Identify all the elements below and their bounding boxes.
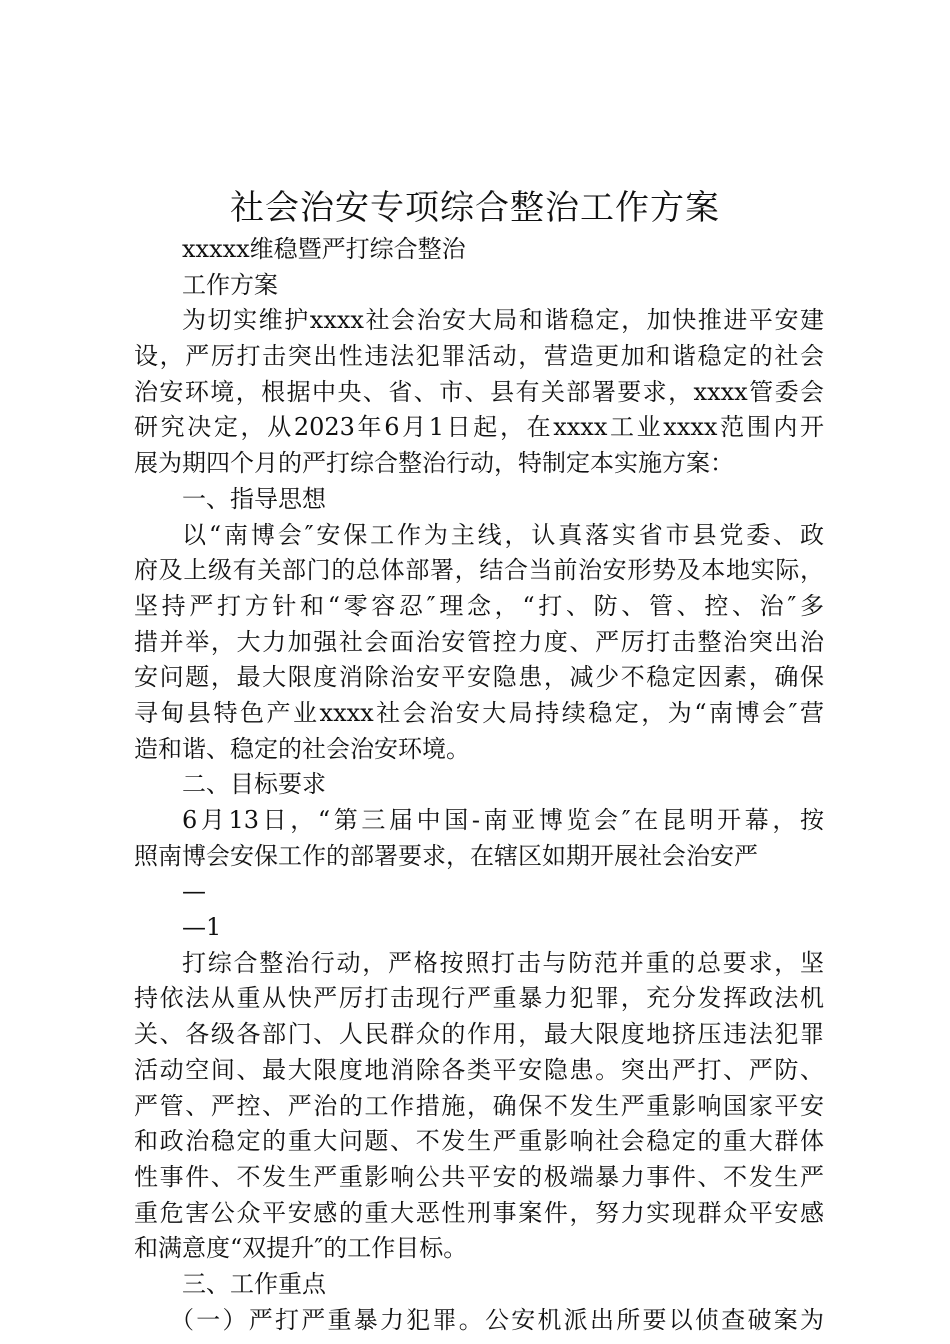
paragraph-first-line: 为切实维护xxxx社会治安大局和谐稳定，加快推进平安建 bbox=[182, 306, 824, 335]
paragraph-first-line: 以“南博会″安保工作为主线，认真落实省市县党委、政 bbox=[182, 520, 824, 549]
body-line: 和满意度“双提升″的工作目标。 bbox=[134, 1234, 468, 1263]
body-line: 展为期四个月的严打综合整治行动，特制定本实施方案： bbox=[134, 449, 734, 478]
body-line: 活动空间、最大限度地消除各类平安隐患。突出严打、严防、 bbox=[134, 1055, 824, 1084]
paragraph-first-line: 6月13日，“第三届中国-南亚博览会″在昆明开幕，按 bbox=[182, 806, 824, 834]
document-title: 社会治安专项综合整治工作方案 bbox=[230, 188, 720, 228]
body-line: 关、各级各部门、人民群众的作用，最大限度地挤压违法犯罪 bbox=[134, 1020, 824, 1049]
page-number: —1 bbox=[182, 913, 222, 942]
body-line: 性事件、不发生严重影响公共平安的极端暴力事件、不发生严 bbox=[134, 1162, 824, 1191]
body-line: 照南博会安保工作的部署要求，在辖区如期开展社会治安严 bbox=[134, 841, 758, 870]
body-line: xxxxx维稳暨严打综合整治 bbox=[182, 235, 466, 263]
document-body bbox=[134, 232, 824, 1338]
body-line: 治安环境，根据中央、省、市、县有关部署要求，xxxx管委会 bbox=[134, 377, 824, 406]
body-line: 安问题，最大限度消除治安平安隐患，减少不稳定因素，确保 bbox=[134, 663, 824, 692]
body-line: 造和谐、稳定的社会治安环境。 bbox=[134, 734, 470, 763]
body-line: 设，严厉打击突出性违法犯罪活动，营造更加和谐稳定的社会 bbox=[134, 342, 824, 371]
body-line: 措并举，大力加强社会面治安管控力度、严厉打击整治突出治 bbox=[134, 627, 824, 656]
page-break-marker: — bbox=[182, 877, 206, 906]
body-line: 和政治稳定的重大问题、不发生严重影响社会稳定的重大群体 bbox=[134, 1127, 824, 1156]
body-line: 研究决定，从2023年6月1日起，在xxxx工业xxxx范围内开 bbox=[134, 413, 824, 442]
body-line: 重危害公众平安感的重大恶性刑事案件，努力实现群众平安感 bbox=[134, 1198, 824, 1227]
body-line: 府及上级有关部门的总体部署，结合当前治安形势及本地实际， bbox=[134, 556, 824, 585]
section-heading-3: 三、工作重点 bbox=[182, 1269, 326, 1298]
body-line: 持依法从重从快严厉打击现行严重暴力犯罪，充分发挥政法机 bbox=[134, 984, 824, 1013]
subsection-line: （一）严打严重暴力犯罪。公安机派出所要以侦查破案为 bbox=[170, 1305, 824, 1334]
section-heading-1: 一、指导思想 bbox=[182, 484, 326, 513]
paragraph-first-line: 打综合整治行动，严格按照打击与防范并重的总要求，坚 bbox=[182, 948, 824, 977]
body-line: 工作方案 bbox=[182, 270, 278, 299]
body-line: 严管、严控、严治的工作措施，确保不发生严重影响国家平安 bbox=[134, 1091, 824, 1120]
section-heading-2: 二、目标要求 bbox=[182, 770, 326, 799]
body-line: 坚持严打方针和“零容忍″理念，“打、防、管、控、治″多 bbox=[134, 591, 824, 620]
body-line: 寻甸县特色产业xxxx社会治安大局持续稳定，为“南博会″营 bbox=[134, 698, 824, 727]
